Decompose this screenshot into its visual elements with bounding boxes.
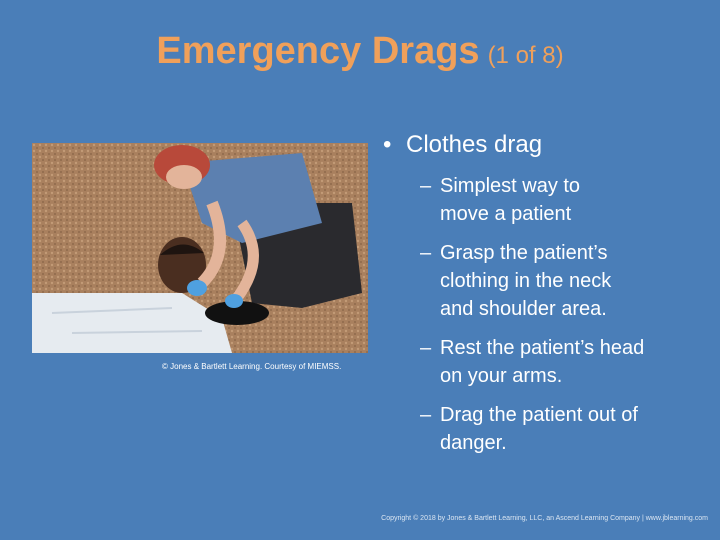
slide-title [0,30,720,73]
clothes-drag-photo [32,143,368,353]
clothes-drag-illustration [32,143,368,353]
title-main: Emergency Drags [156,30,480,72]
sub-bullet-3: – Rest the patient’s head on your arms. [378,334,660,390]
slide-content [378,130,708,468]
copyright-footer: Copyright © 2018 by Jones & Bartlett Learning, LLC, an Ascend Learning Company | www.jblearning.com [381,515,708,522]
sub-bullet-1: – Simplest way to move a patient [378,172,620,228]
image-credit: © Jones & Bartlett Learning. Courtesy of MIEMSS. [162,362,342,371]
title-suffix: (1 of 8) [487,42,564,69]
sub-bullet-2: – Grasp the patient’s clothing in the neck and shoulder area. [378,239,650,323]
bullet-clothes-drag: • Clothes drag [378,130,708,160]
sub-bullet-4: – Drag the patient out of danger. [378,401,660,457]
